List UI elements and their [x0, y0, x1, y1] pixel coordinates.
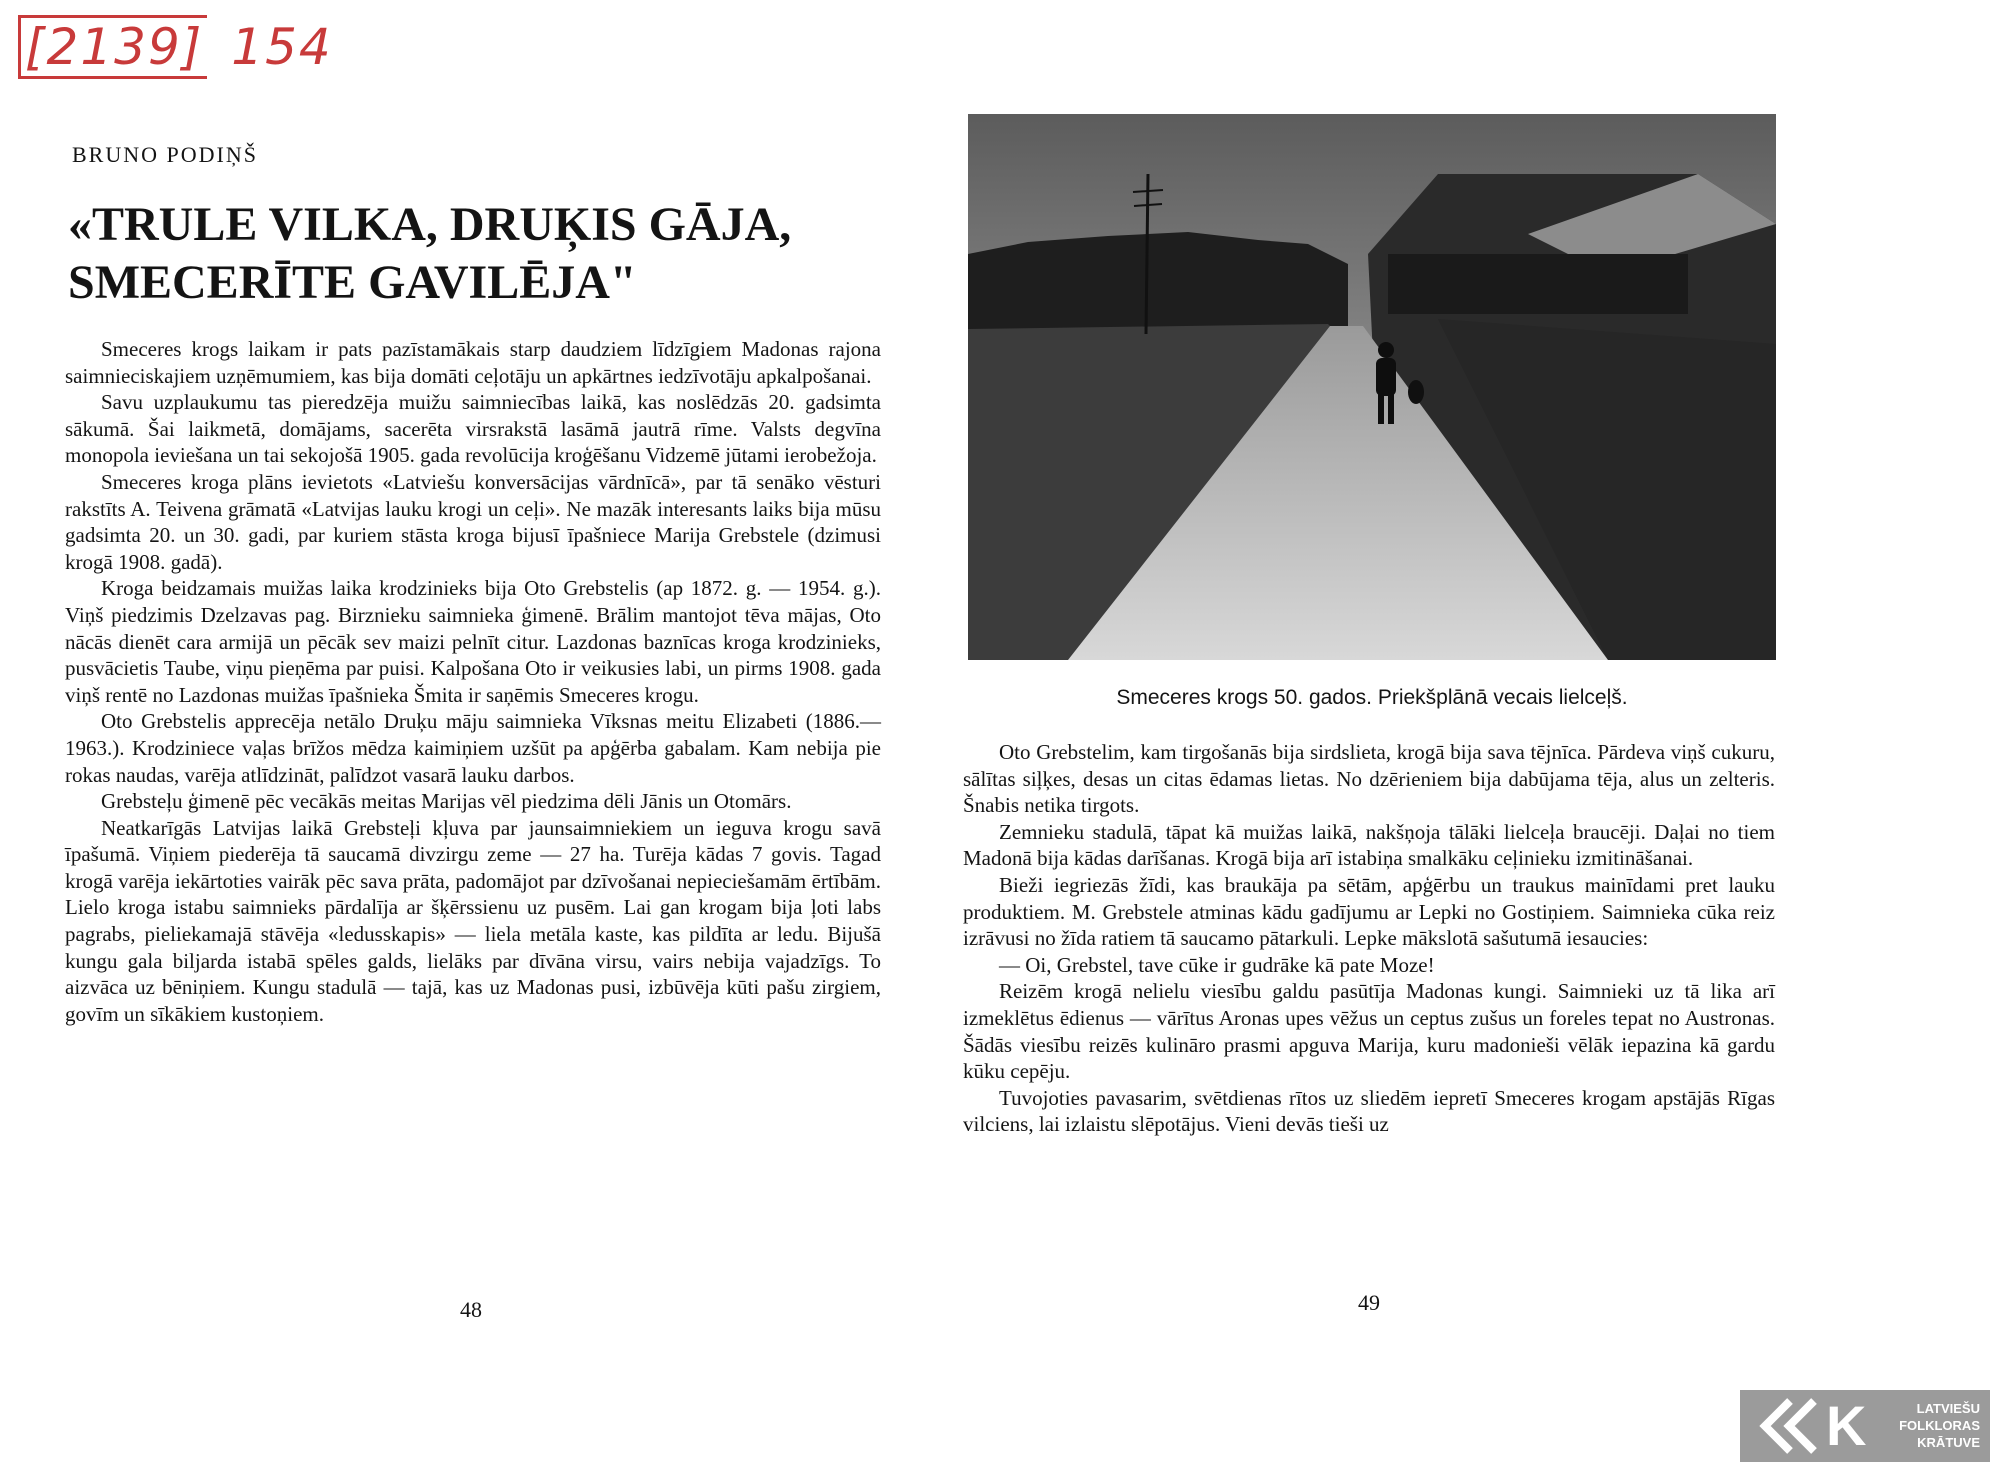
paragraph: Oto Grebstelis apprecēja netālo Druķu māju saimnieka Vīksnas meitu Elizabeti (1886.—1963.). Krodziniece vaļas brīžos mēdza kaimiņiem uzšūt pa apģērba gabalam. Kam nebija pie rokas naudas, varēja atlīdzināt, palīdzot vasarā lauku darbos. — [65, 709, 881, 787]
paragraph: Reizēm krogā nelielu viesību galdu pasūtīja Madonas kungi. Saimnieki uz tā lika arī izmeklētus ēdienus — vārītus Aronas upes vēžus un ceptus zušus un foreles tepat no Austronas. Šādās viesību reizēs kulināro prasmi apguva Marija, kuru madonieši vēlāk iepazina kā gardu kūku cepēju. — [963, 979, 1775, 1084]
paragraph: Zemnieku stadulā, tāpat kā muižas laikā, nakšņoja tālāki lielceļa braucēji. Daļai no tiem Madonā bija kādas darīšanas. Krogā bija arī istabiņa smalkāku ceļinieku izmitināšanai. — [963, 819, 1775, 871]
photo-country-road-inn — [968, 114, 1776, 660]
page-number-right: 49 — [1358, 1290, 1380, 1315]
page-number-left: 48 — [460, 1297, 482, 1322]
logo-line: FOLKLORAS — [1899, 1418, 1980, 1433]
paragraph: Tuvojoties pavasarim, svētdienas rītos uz sliedēm iepretī Smeceres krogam apstājās Rīgas vilciens, lai izlaistu slēpotājus. Vieni devās tieši uz — [963, 1085, 1775, 1137]
archive-logo — [1740, 1390, 1990, 1462]
logo-letter-k-icon: K — [1826, 1394, 1867, 1457]
author-name: BRUNO PODIŅŠ — [72, 142, 258, 167]
right-text-column — [963, 739, 1775, 1138]
left-text-column — [65, 336, 881, 1027]
paragraph: Kroga beidzamais muižas laika krodzinieks bija Oto Grebstelis (ap 1872. g. — 1954. g.). Viņš piedzimis Dzelzavas pag. Birznieku saimnieka ģimenē. Brālim mantojot tēva mājas, Oto nācās dienēt cara armijā un pēcāk sev maizi pelnīt citur. Lazdonas baznīcas kroga krodzinieks, pusvācietis Taube, viņu pieņēma par puisi. Kalpošana Oto ir veikusies labi, un pirms 1908. gada viņš rentē no Lazdonas muižas īpašnieka Šmita ir saņēmis Smeceres krogu. — [65, 576, 881, 707]
archive-number: [2139] — [18, 15, 207, 79]
paragraph: Smeceres krogs laikam ir pats pazīstamākais starp daudziem līdzīgiem Madonas rajona saimnieciskajiem uzņēmumiem, kas bija domāti ceļotāju un apkārtnes iedzīvotāju apkalpošanai. — [65, 337, 881, 388]
photo-caption: Smeceres krogs 50. gados. Priekšplānā vecais lielceļš. — [1116, 686, 1628, 709]
logo-line: LATVIEŠU — [1916, 1401, 1980, 1416]
handwritten-page-number: 154 — [231, 18, 333, 76]
logo-line: KRĀTUVE — [1917, 1435, 1980, 1450]
article-title — [68, 196, 868, 312]
paragraph: Neatkarīgās Latvijas laikā Grebsteļi kļuva par jaunsaimniekiem un ieguva krogu savā īpašumā. Viņiem piederēja tā saucamā divzirgu zeme — 27 ha. Turēja kādas 7 govis. Tagad krogā varēja iekārtoties vairāk pēc sava prāta, padomājot par dzīvošanai nepieciešamām ērtībām. Lielo kroga istabu saimnieks pārdalīja ar šķērssienu uz pusēm. Lai gan krogam bija ļoti labs pagrabs, pieliekamajā stāvēja «ledusskapis» — liela metāla kaste, kas pildīta ar ledu. Bijušā kungu gala biljarda istabā spēles galds, lielāks par dīvāna virsu, vairs nebija vajadzīgs. To aizvāca uz bēniņiem. Kungu stadulā — tajā, kas uz Madonas pusi, izbūvēja kūti pašu zirgiem, govīm un sīkākiem kustoņiem. — [65, 815, 881, 1026]
title-line: SMECERĪTE GAVILĒJA" — [68, 256, 637, 309]
paragraph: Oto Grebstelim, kam tirgošanās bija sirdslieta, krogā bija sava tējnīca. Pārdeva viņš cukuru, sālītas siļķes, desas un citas ēdamas lietas. No dzērieniem bija dabūjama tēja, alus un zelteris. Šnabis netika tirgots. — [963, 740, 1775, 818]
paragraph: Smeceres kroga plāns ievietots «Latviešu konversācijas vārdnīcā», par tā senāko vēsturi rakstīts A. Teivena grāmatā «Latvijas lauku krogi un ceļi». Ne mazāk interesants laiks bija mūsu gadsimta 20. un 30. gadi, par kuriem stāsta kroga bijusī īpašniece Marija Grebstele (dzimusi krogā 1908. gadā). — [65, 469, 881, 574]
paragraph: Savu uzplaukumu tas pieredzēja muižu saimniecības laikā, kas noslēdzās 20. gadsimta sākumā. Šai laikmetā, domājams, sacerēta virsrakstā lasāmā jautrā rīme. Valsts degvīna monopola ieviešana un tai sekojošā 1905. gada revolūcija kroģēšanu Vidzemē jūtami ierobežoja. — [65, 390, 881, 468]
paragraph: — Oi, Grebstel, tave cūke ir gudrāke kā pate Moze! — [999, 952, 1435, 977]
title-line: «TRULE VILKA, DRUĶIS GĀJA, — [68, 198, 792, 251]
paragraph: Bieži iegriezās žīdi, kas braukāja pa sētām, apģērbu un traukus mainīdami pret lauku produktiem. M. Grebstele atminas kādu gadījumu ar Lepki no Gostiņiem. Saimnieka cūka reiz izrāvusi no žīda ratiem tā saucamo pātarkuli. Lepke mākslotā sašutumā iesaucies: — [963, 872, 1775, 951]
handwritten-annotation — [18, 18, 333, 76]
chevron-logo-icon — [1750, 1396, 1830, 1456]
logo-text — [1899, 1400, 1980, 1451]
paragraph: Grebsteļu ģimenē pēc vecākās meitas Marijas vēl piedzima dēli Jānis un Otomārs. — [101, 789, 792, 814]
